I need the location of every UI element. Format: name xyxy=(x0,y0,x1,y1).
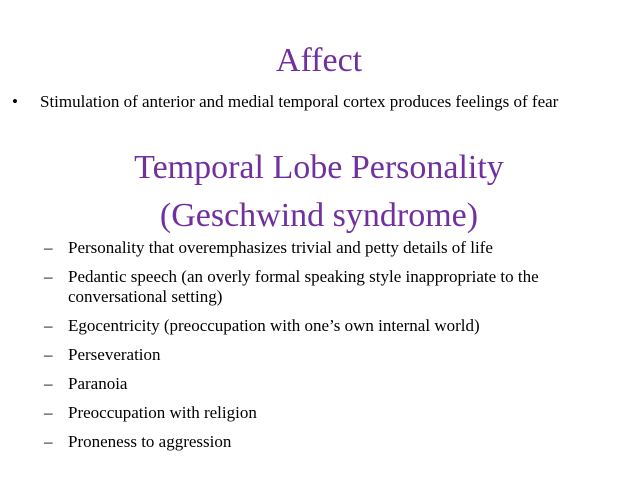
section-heading: Temporal Lobe Personality xyxy=(134,149,504,186)
dash-marker: – xyxy=(44,238,53,257)
list-item xyxy=(44,374,634,394)
list-item xyxy=(44,345,634,365)
list-item-text: Egocentricity (preoccupation with one’s own internal world) xyxy=(68,316,480,335)
dash-marker: – xyxy=(44,432,53,451)
list-item xyxy=(44,432,634,452)
list-item xyxy=(44,267,634,307)
dash-marker: – xyxy=(44,374,53,393)
list-item-text: Paranoia xyxy=(68,374,128,393)
list-item-text: Pedantic speech (an overly formal speaking style inappropriate to the conversational setting) xyxy=(68,267,539,306)
bullet-text: Stimulation of anterior and medial temporal cortex produces feelings of fear xyxy=(40,92,559,111)
list-item-text: Proneness to aggression xyxy=(68,432,232,451)
dash-marker: – xyxy=(44,345,53,364)
list-item-text: Preoccupation with religion xyxy=(68,403,257,422)
list-item-text: Perseveration xyxy=(68,345,161,364)
dash-marker: – xyxy=(44,316,53,335)
list-item xyxy=(44,238,634,258)
slide-title: Affect xyxy=(275,42,363,79)
list-item xyxy=(44,316,634,336)
dash-marker: – xyxy=(44,267,53,286)
list-item xyxy=(44,403,634,423)
bullet-marker: • xyxy=(12,92,18,111)
dash-marker: – xyxy=(44,403,53,422)
list-item-text: Personality that overemphasizes trivial and petty details of life xyxy=(68,238,493,257)
bullet-point xyxy=(12,92,632,112)
symptom-list xyxy=(44,238,634,461)
section-subheading: (Geschwind syndrome) xyxy=(159,197,479,234)
